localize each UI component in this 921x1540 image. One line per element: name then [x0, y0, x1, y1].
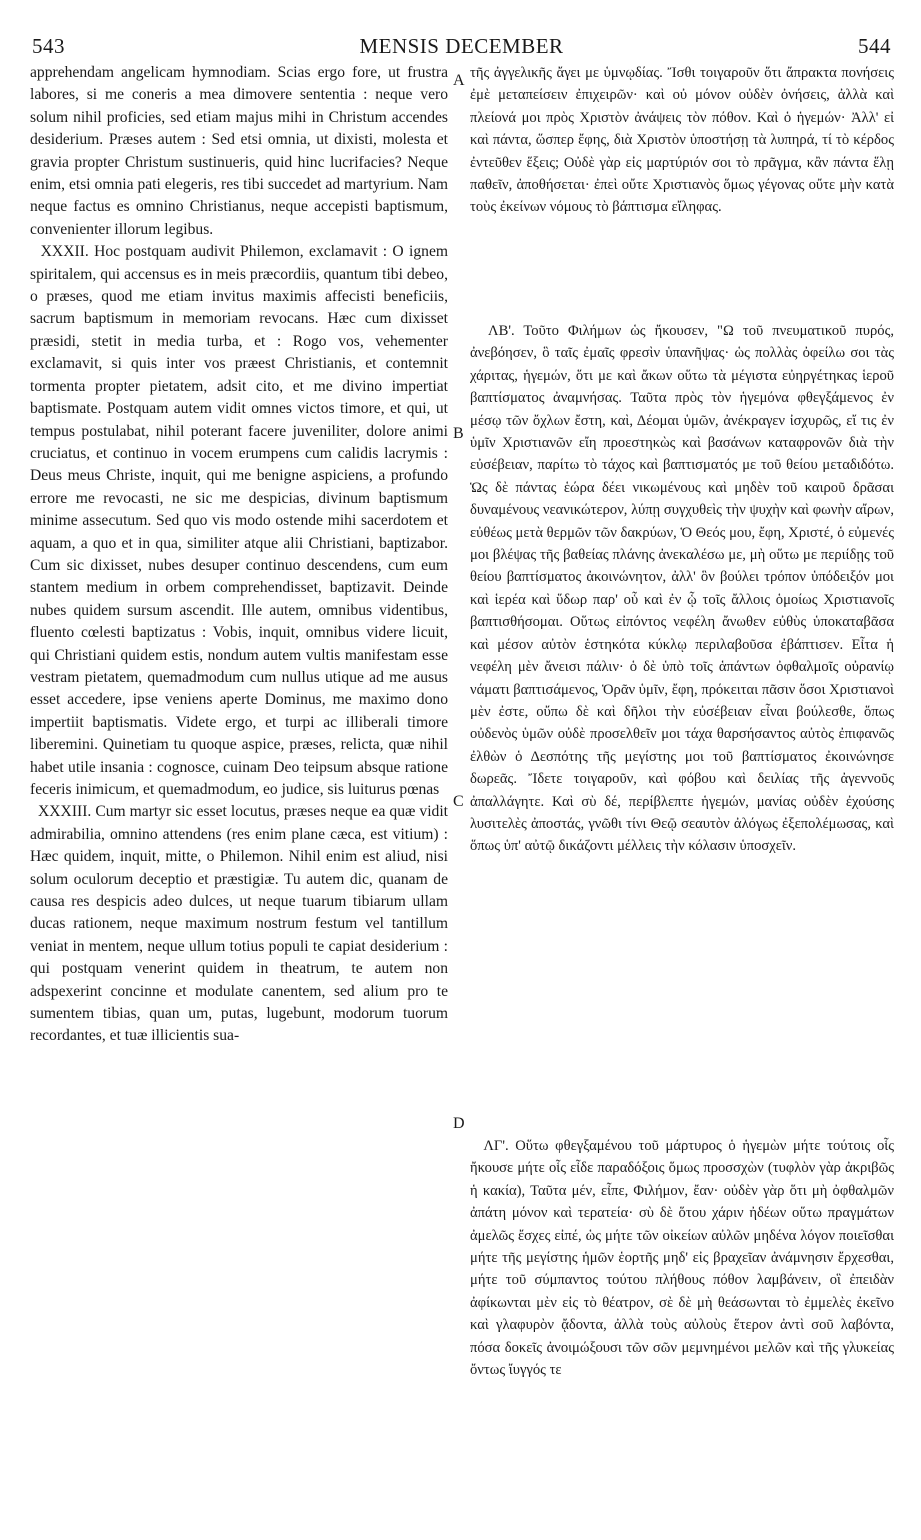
left-page-number: 543 [32, 34, 65, 58]
margin-marker-a: A [453, 72, 465, 89]
running-header [32, 34, 891, 60]
greek-paragraph-text: Τοῦτο Φιλήμων ὡς ἤκουσεν, "Ω τοῦ πνευματικοῦ πυρός, ἀνεβόησεν, ὃ ταῖς ἐμαῖς φρεσὶν ὑπανῆψας· ὡς πολλὰς ὀφείλω σοι τὰς χάριτας, ἡγεμών, ὅτι με καὶ ἄκων οὕτω τὰ μέγιστα εὐηργέτηκας ἱεροῦ βαπτίσματος ἀναμνήσας. Ταῦτα πρὸς τὸν ἡγεμόνα φθεγξάμενος ἐν μέσῳ τῶν ὄχλων ἔστη, καὶ, Δέομαι ὑμῶν, ἀνέκραγεν ἰσχυρῶς, εἴ τις ἐν ὑμῖν Χριστιανῶν εἴη προεστηκὼς καὶ βασάνων καταφρονῶν διὰ τὴν εὐσέβειαν, παρίτω τὸ τάχος καὶ βαπτισματός με τοῦ θείου μεταδιδότω. Ὡς δὲ πάντας ἑώρα δέει νικωμένους καὶ μηδὲν τοῦ καιροῦ δρᾶσαι δυναμένους νεανικώτερον, λύπῃ συγχυθεὶς τὴν ψυχὴν καὶ φωνὴν αἴρων, εὐθέως μετὰ θερμῶν τῶν δακρύων, Ὁ Θεός μου, ἔφη, Χριστέ, ὁ εὐμενές μοι βλέψας τῆς βαθείας πλάνης ἀνεκαλέσω με, μὴ οὕτω με περιίδῃς τοῦ θείου βαπτίσματος ἀκοινώνητον, ἀλλ' ὃν βούλει τρόπον ὑπόδειξόν μοι καὶ ἱερέα καὶ ὕδωρ παρ' οὗ καὶ ἐν ᾧ τοῖς ἄλλοις ὁμοίως Χριστιανοῖς βαπτισθήσομαι. Οὕτως εἰπόντος νεφέλη ἄνωθεν εὐθὺς ὑποκαταβᾶσα καὶ μέσον αὐτὸν ἑστηκότα κύκλῳ περιλαβοῦσα ἐβάπτισεν. Εἶτα ἡ νεφέλη μὲν ἄνεισι πάλιν· ὁ δὲ ὑπὸ τοῖς ἁπάντων ὀφθαλμοῖς οὐρανίῳ νάματι βαπτισάμενος, Ὁρᾶν ὑμῖν, ἔφη, πρόκειται πᾶσιν ὅσοι Χριστιανοὶ μὲν ἐστε, οὔπω δὲ καὶ δῆλοι τὴν εὐσέβειαν εἶναι βούλεσθε, ὅπως οὐδενὸς ὑμῶν οὐδὲ προσελθεῖν μοι τάχα θαρσήσαντος αὐτὸς ἐπιφανῶς ἐλθὼν ὁ Δεσπότης τῆς μεγίστης μοι τοῦ βαπτίσματος ἐκοινώνησε δωρεᾶς. Ἴδετε τοιγαροῦν, καὶ φόβου καὶ δειλίας τῆς ἀγεννοῦς ἀπαλλάγητε. Καὶ σὺ δέ, περίβλεπτε ἡγεμών, μανίας οὐδὲν ἐχούσης λυσιτελὲς ἀποστάς, γνῶθι τίνι Θεῷ σεαυτὸν ἀλόγως ἐξεπολέμωσας, καὶ ὅπως ὑπ' αὐτῷ δικάζοντι μέλλεις τὴν κόλασιν ὑποσχεῖν. [470, 323, 894, 855]
latin-paragraph-1: apprehendam angelicam hymnodiam. Scias ergo fore, ut frustra labores, si me coneris a mea dimovere sententia : neque vero solum nihil proficies, sed etiam majus mihi in Christum accendes desiderium. Præses autem : Sed etsi omnia, ut dixisti, molesta et gravia propter Christum sustinueris, quid hinc lucrifacies? Neque enim, etsi omnia pati elegeris, res tibi succedet ad martyrium. Nam neque factus es omnino Christianus, neque accepisti baptismum, convenienter illorum legibus. [30, 64, 448, 238]
latin-column [30, 62, 448, 1048]
greek-paragraph-1: τῆς ἀγγελικῆς ἄγει με ὑμνῳδίας. Ἴσθι τοιγαροῦν ὅτι ἄπρακτα πονήσεις ἐμὲ μεταπείσειν ἐπιχειρῶν· καὶ οὐ μόνον οὐδὲν ὀνήσεις, ἀλλὰ καὶ πλείονά μοι πρὸς Χριστὸν ἀνάψεις τὸν πόθον. Καὶ ὁ ἡγεμών· Ἀλλ' εἰ καὶ πάντα, ὥσπερ ἔφης, διὰ Χριστὸν ὑποστήσῃ τὰ λυπηρά, τί τὸ κέρδος ἐντεῦθεν ἕξεις; Οὐδὲ γὰρ εἰς μαρτύριόν σοι τὸ πρᾶγμα, κἂν πάντα ἕλῃ παθεῖν, ἀποθήσεται· ἐπεὶ οὔτε Χριστιανὸς ὅμως γέγονας οὔτε μὴν κατὰ τοὺς ἐκείνων νόμους τὸ βάπτισμα εἴληφας. [470, 65, 894, 216]
running-title: MENSIS DECEMBER [359, 34, 564, 58]
latin-paragraph-text: Hoc postquam audivit Philemon, exclamavit : O ignem spiritalem, qui accensus es in meis præcordiis, quantum tibi debeo, o præses, quod me etiam invitus maximis affecisti beneficiis, sacrum baptismum in memoriam revocans. Hæc cum dixisset præsidi, stetit in media turba, et : Rogo vos, vehementer exclamavit, si quis inter vos præest Christianis, et contemnit tormenta propter pietatem, adsit cito, et me divino impertiat baptismate. Postquam autem vidit omnes victos timore, et qui, ut tempus postulabat, nihil poterant facere juveniliter, dolore animi cruciatus, et continuo in vocem erumpens cum calidis lacrymis : Deus meus Christe, inquit, qui me benigne aspiciens, a profundo errore me revocasti, ne sic me despicias, divinum baptismum minime assecutum. Sed quo vis modo ostende mihi sacerdotem et aquam, a quo et in qua, similiter atque alii Christiani, baptizabor. Cum sic dixisset, nubes desuper continuo descendens, cum eum stantem medium in orbem comprehendisset, baptizavit. Deinde nubes quidem sursum ascendit. Ille autem, omnibus videntibus, fluento cœlesti baptizatus : Vobis, inquit, omnibus videre licuit, qui Christiani quidem estis, nondum autem vultis manifestam esse vestram pietatem, quemadmodum cum nullus utique ad me ausus esset accedere, ipse veniens aperte Dominus, me maximo dono impertiit baptismatis. Videte ergo, et turpi ac illiberali timore liberemini. Quinetiam tu quoque aspice, præses, relicta, quæ nihil habet utile insania : cognosce, cuinam Deo teipsum absque ratione feceris inimicum, et quemadmodum, eo judice, sis luiturus pœnas [30, 243, 449, 798]
margin-marker-d: D [453, 1115, 465, 1132]
greek-paragraph-text: Οὕτω φθεγξαμένου τοῦ μάρτυρος ὁ ἡγεμὼν μήτε τούτοις οἷς ἤκουσε μήτε οἷς εἶδε παραδόξοις ὅμως προσσχὼν (τυφλὸν γὰρ ἀκριβῶς ἡ κακία), Ταῦτα μέν, εἶπε, Φιλήμον, ἔαν· οὐδὲν γὰρ ὅτι μὴ ὀφθαλμῶν ἀπάτη μόνον καὶ τερατεία· σὺ δὲ ὅτου χάριν ἠδέων οὕτω πραγμάτων ἀμελῶς ἔσχες εἰπέ, ὡς μήτε τῶν οἰκείων αὐλῶν μηδένα λόγον ποιεῖσθαι μήτε τῆς μεγίστης ἡμῶν ἑορτῆς μηδ' εἰς βραχεῖαν ἀνάμνησιν ἔρχεσθαι, μήτε τοῦ σύμπαντος τούτου πλήθους πόθον λαμβάνειν, οἳ ἐπειδὰν ἀφίκωνται μὲν εἰς τὸ θέατρον, σὲ δὲ μὴ θεάσωνται τὸ ἐμμελὲς ἐκεῖνο καὶ γλαφυρὸν ᾄδοντα, ἀλλὰ τοὺς αὐλοὺς ἕτερον ἀντὶ σοῦ λαβόντα, πόσα δοκεῖς ἀνοιμώξουσι τῶν σῶν μεμνημένοι μελῶν καὶ τῆς γλυκείας ὄντως ἴυγγός τε [470, 1138, 894, 1379]
latin-paragraph-33 [30, 801, 448, 1047]
greek-section-number: ΛΒ'. [488, 323, 515, 339]
margin-marker-c: C [453, 793, 464, 810]
latin-paragraph-text: Cum martyr sic esset locutus, præses neque ea quæ vidit admirabilia, omnino attendens (res enim plane cæca, est vitium) : Hæc quidem, inquit, mitte, o Philemon. Nihil enim est aliud, nisi solum oculorum deceptio et præstigiæ. Tu autem dic, quanam de causa res despicis adeo dulces, ut neque tuarum tibiarum ullam ducas rationem, neque maximum nostrum festum vel tantillum veniat in mentem, neque ullum totius populi te capiat desiderium : qui postquam venerint quidem in theatrum, te autem non adspexerint concinne et modulate canentem, sed alium pro te sumentem tibias, quan um, putas, lugebunt, modorum tuorum recordantes, et tuæ illicientis sua- [30, 803, 448, 1045]
right-page-number: 544 [858, 34, 891, 58]
greek-section-number: ΛΓ'. [483, 1138, 509, 1154]
greek-column [470, 62, 894, 1379]
latin-section-number: XXXII. [40, 243, 89, 261]
greek-paragraph-32 [470, 320, 894, 858]
latin-section-number: XXXIII. [38, 803, 92, 821]
latin-paragraph-32 [30, 241, 448, 801]
margin-marker-b: B [453, 425, 464, 442]
greek-paragraph-33 [470, 1135, 894, 1381]
